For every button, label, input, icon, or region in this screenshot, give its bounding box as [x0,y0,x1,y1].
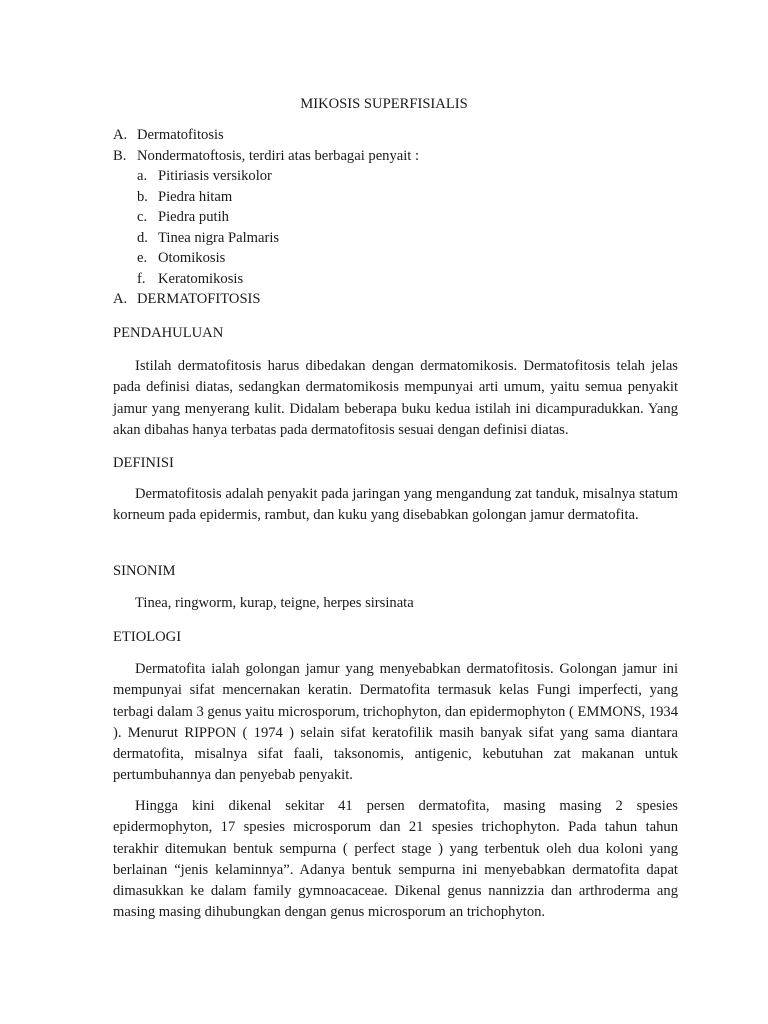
sub-list-item [137,248,419,269]
section-heading-definisi: DEFINISI [113,455,174,471]
list-item-text: Otomikosis [158,250,226,266]
paragraph-pendahuluan: Istilah dermatofitosis harus dibedakan dengan dermatomikosis. Dermatofitosis telah jelas pada definisi diatas, sedangkan dermatomikosis mempunyai arti umum, yaitu semua penyakit jamur yang menyerang kulit. Didalam beberapa buku kedua istilah ini dicampuradukkan. Yang akan dibahas hanya terbatas pada dermatofitosis sesuai dengan definisi diatas. [113,358,678,438]
list-marker: d. [137,229,148,246]
list-item-text: Tinea nigra Palmaris [158,229,280,246]
paragraph-sinonim: Tinea, ringworm, kurap, teigne, herpes sirsinata [135,595,414,611]
list-marker: c. [137,209,148,225]
list-item-text: Pitiriasis versikolor [158,168,272,184]
section-heading-pendahuluan: PENDAHULUAN [113,325,224,341]
sub-list-item [137,228,419,249]
section-heading-sinonim: SINONIM [113,563,176,579]
list-item [113,289,419,310]
list-item [113,146,419,167]
paragraph-etiologi-1: Dermatofita ialah golongan jamur yang menyebabkan dermatofitosis. Golongan jamur ini mempunyai sifat mencernakan keratin. Dermatofita termasuk kelas Fungi imperfecti, yang terbagi dalam 3 genus yaitu microsporum, trichophyton, dan epidermophyton ( EMMONS, 1934 ). Menurut RIPPON ( 1974 ) selain sifat keratofilik masih banyak sifat yang sama diantara dermatofita, misalnya sifat faali, taksonomis, antigenic, kebutuhan zat makanan untuk pertumbuhannya dan penyebab penyakit. [113,661,679,784]
list-marker: f. [137,270,146,287]
list-item-text: Piedra hitam [158,188,233,205]
list-item-text: Dermatofitosis [137,127,224,143]
list-item-text: Nondermatoftosis, terdiri atas berbagai penyait : [137,147,420,164]
section-heading-etiologi: ETIOLOGI [113,629,182,645]
sub-list-item [137,207,419,228]
outline-list [113,125,419,310]
sub-list-item [137,166,419,187]
sub-list-item [137,269,419,290]
list-item [113,125,419,146]
list-marker: A. [113,291,128,307]
list-marker: A. [113,127,128,143]
list-marker: e. [137,250,148,266]
list-item-text: Keratomikosis [158,270,244,287]
paragraph-definisi: Dermatofitosis adalah penyakit pada jaringan yang mengandung zat tanduk, misalnya statum korneum pada epidermis, rambut, dan kuku yang disebabkan golongan jamur dermatofita. [113,486,678,524]
list-marker: b. [137,188,148,205]
page-title: MIKOSIS SUPERFISIALIS [300,96,468,112]
list-item-text: Piedra putih [158,209,229,225]
list-item-text: DERMATOFITOSIS [137,291,261,307]
list-marker: B. [113,147,127,164]
list-marker: a. [137,168,148,184]
sub-list-item [137,187,419,208]
paragraph-etiologi-2: Hingga kini dikenal sekitar 41 persen dermatofita, masing masing 2 spesies epidermophyton, 17 spesies microsporum dan 21 spesies trichophyton. Pada tahun tahun terakhir ditemukan bentuk sempurna ( perfect stage ) yang terbentuk oleh dua koloni yang berlainan “jenis kelaminnya”. Adanya bentuk sempurna ini menyebabkan dermatofita dapat dimasukkan ke dalam family gymnoacaceae. Dikenal genus nannizzia dan arthroderma ang masing masing dihubungkan dengan genus microsporum an trichophyton. [113,798,678,921]
